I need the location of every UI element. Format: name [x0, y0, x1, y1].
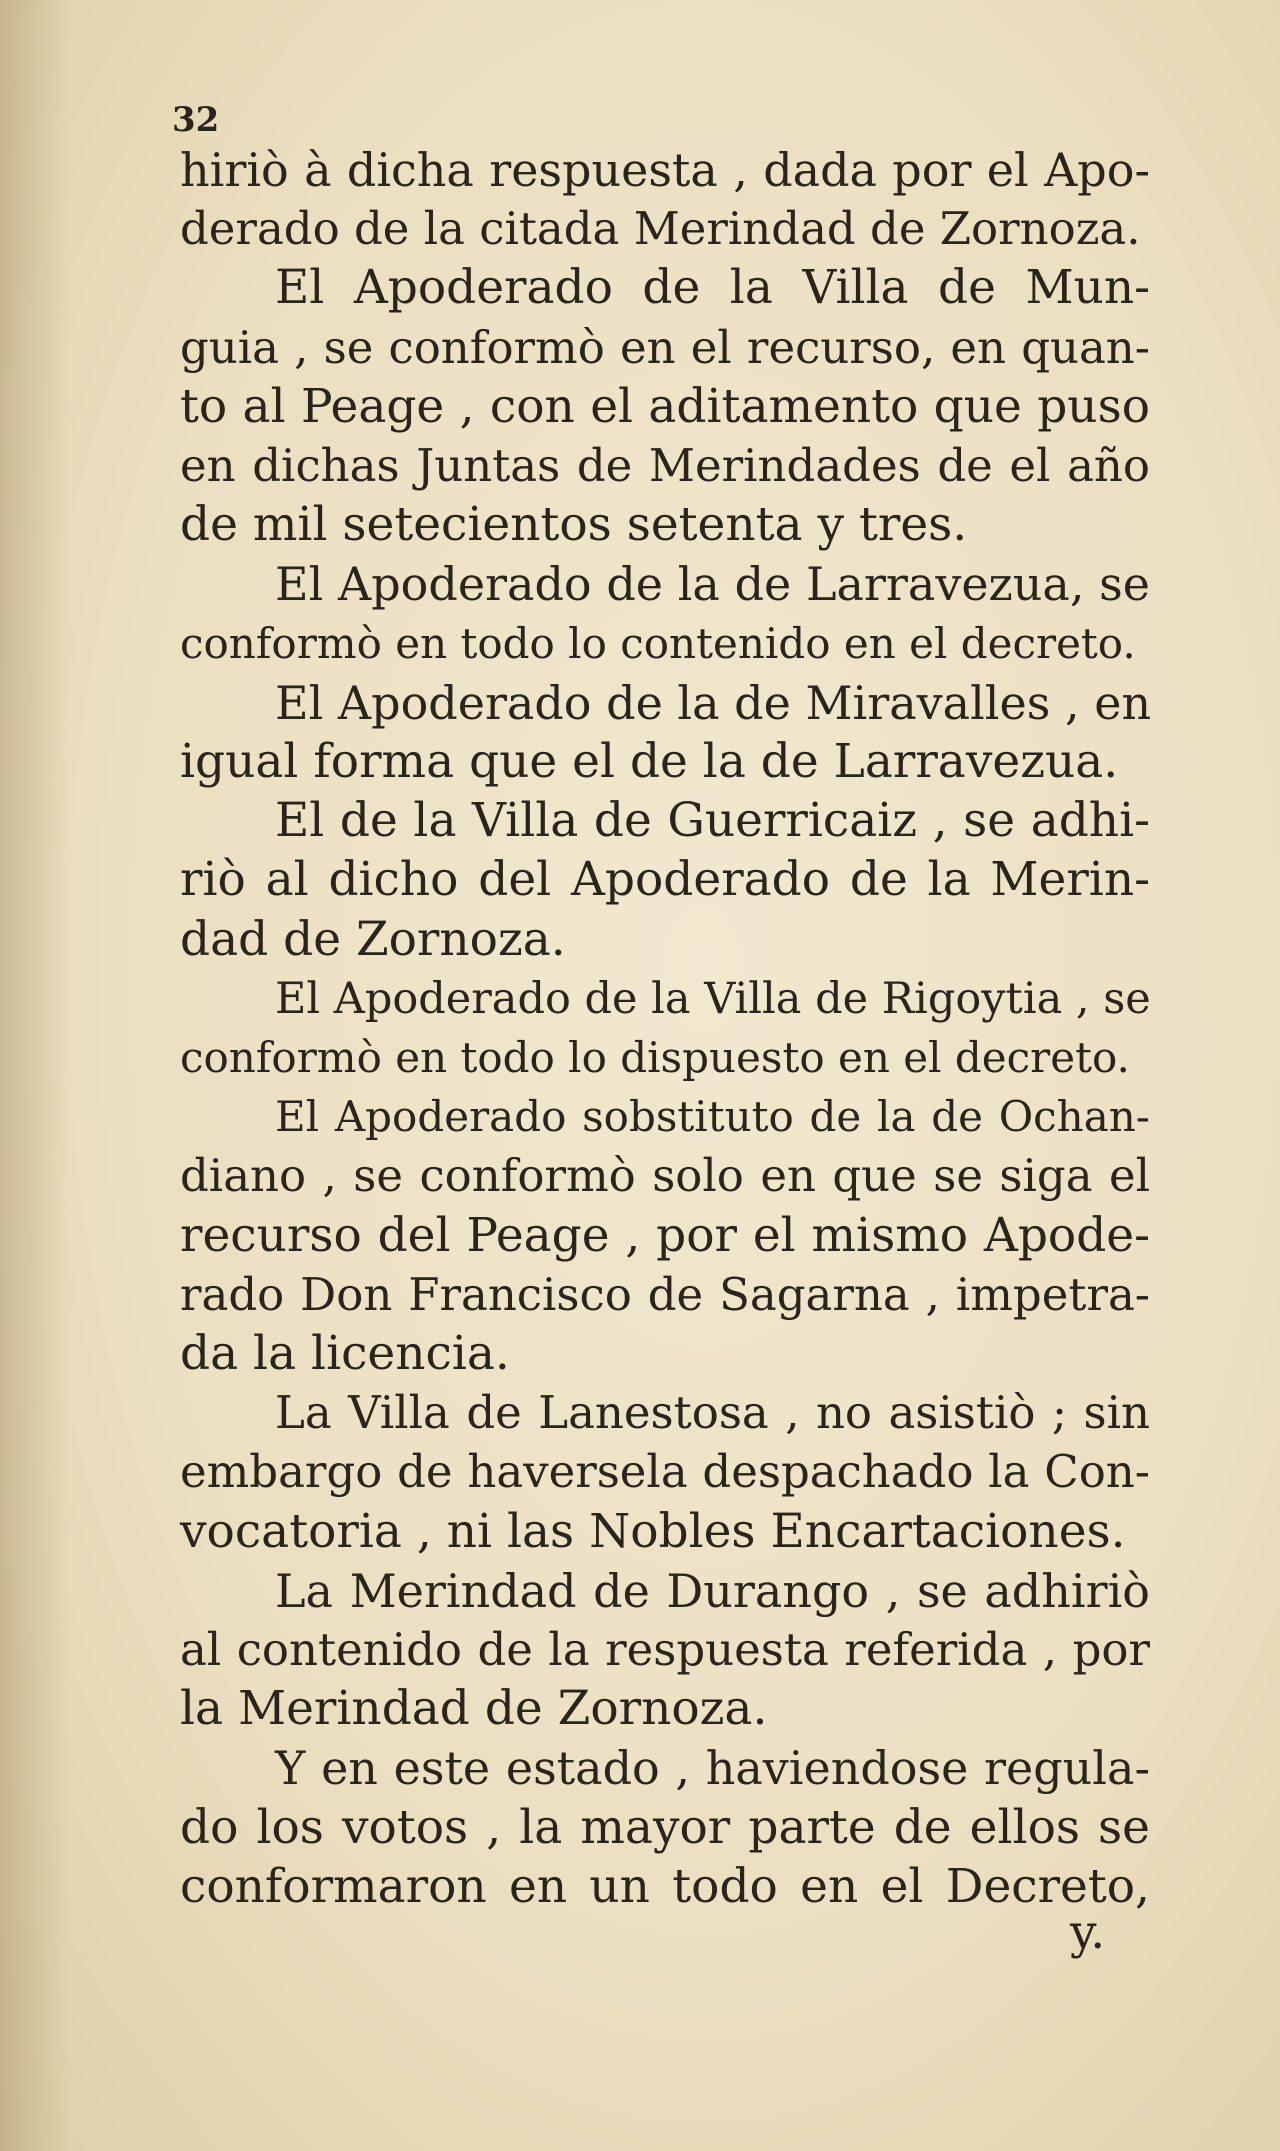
text-line: El Apoderado sobstituto de la de Ochan-	[275, 1092, 1150, 1142]
catchword: y.	[1070, 1905, 1106, 1960]
text-line: La Villa de Lanestosa , no asistiò ; sin	[275, 1386, 1150, 1440]
text-line: al contenido de la respuesta referida , por	[180, 1623, 1150, 1676]
text-line: de mil setecientos setenta y tres.	[180, 497, 968, 553]
text-line: la Merindad de Zornoza.	[180, 1681, 768, 1737]
text-line: conformaron en un todo en el Decreto,	[180, 1858, 1150, 1914]
text-line: derado de la citada Merindad de Zornoza.	[180, 202, 1141, 256]
text-line: embargo de haversela despachado la Con-	[180, 1445, 1150, 1499]
text-line: hiriò à dicha respuesta , dada por el Apo-	[180, 143, 1150, 197]
text-line: da la licencia.	[180, 1326, 510, 1381]
text-line: guia , se conformò en el recurso, en quan-	[180, 320, 1150, 374]
text-line: igual forma que el de la de Larravezua.	[180, 734, 1119, 789]
text-line: dad de Zornoza.	[180, 911, 566, 967]
text-line: en dichas Juntas de Merindades de el año	[180, 439, 1150, 492]
text-line: diano , se conformò solo en que se siga el	[180, 1149, 1150, 1203]
text-line: La Merindad de Durango , se adhiriò	[275, 1563, 1150, 1618]
text-line: do los votos , la mayor parte de ellos se	[180, 1799, 1150, 1855]
text-line: recurso del Peage , por el mismo Apode-	[180, 1207, 1150, 1263]
text-line: El Apoderado de la de Miravalles , en	[275, 675, 1152, 730]
text-line: El Apoderado de la Villa de Rigoytia , se	[275, 973, 1151, 1024]
page-edge-shadow	[0, 0, 70, 2151]
text-line: riò al dicho del Apoderado de la Merin-	[180, 852, 1150, 908]
text-line: Y en este estado , haviendose regula-	[275, 1741, 1150, 1796]
text-line: vocatoria , ni las Nobles Encartaciones.	[180, 1503, 1126, 1559]
text-line: El Apoderado de la Villa de Mun-	[275, 260, 1150, 316]
text-line: conformò en todo lo dispuesto en el decreto.	[180, 1033, 1130, 1082]
text-line: El Apoderado de la de Larravezua, se	[275, 557, 1150, 612]
page-number: 32	[172, 100, 220, 140]
text-line: rado Don Francisco de Sagarna , impetra-	[180, 1267, 1150, 1321]
text-line: conformò en todo lo contenido en el decreto.	[180, 618, 1136, 668]
text-line: El de la Villa de Guerricaiz , se adhi-	[275, 793, 1150, 849]
text-line: to al Peage , con el aditamento que puso	[180, 378, 1150, 434]
